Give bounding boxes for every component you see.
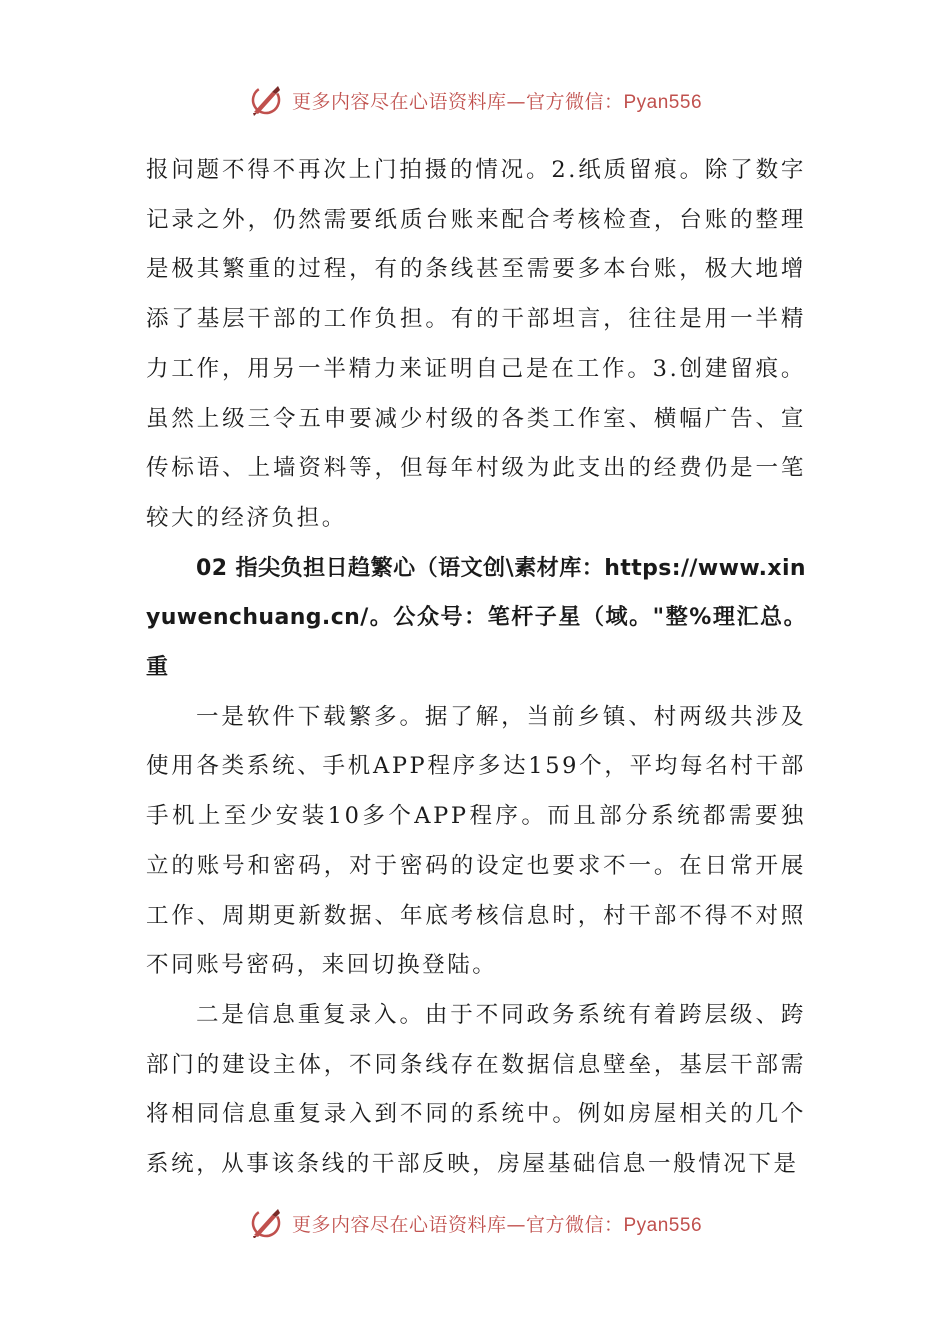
watermark-text-bottom: 更多内容尽在心语资料库—官方微信：Pyan556 [291, 1213, 703, 1236]
document-body [146, 146, 806, 1190]
watermark-handle: Pyan556 [623, 91, 703, 113]
watermark-group [248, 82, 702, 118]
watermark-handle-bottom: Pyan556 [623, 1214, 703, 1236]
watermark-group-bottom [248, 1205, 702, 1238]
header-watermark [0, 80, 950, 120]
watermark-text: 更多内容尽在心语资料库—官方微信：Pyan556 [291, 90, 703, 113]
footer-watermark [0, 1202, 950, 1238]
paragraph-duplicate-entry: 二是信息重复录入。由于不同政务系统有着跨层级、跨部门的建设主体，不同条线存在数据信息壁垒，基层干部需将相同信息重复录入到不同的系统中。例如房屋相关的几个系统，从事该条线的干部反映，房屋基础信息一般情况下是 [146, 1001, 806, 1178]
paragraph-software-downloads: 一是软件下载繁多。据了解，当前乡镇、村两级共涉及使用各类系统、手机APP程序多达159个，平均每名村干部手机上至少安装10多个APP程序。而且部分系统都需要独立的账号和密码，对于密码的设定也要求不一。在日常开展工作、周期更新数据、年底考核信息时，村干部不得不对照不同账号密码，来回切换登陆。 [146, 703, 806, 979]
pen-logo-icon [248, 1205, 284, 1238]
pen-logo-icon [248, 82, 284, 118]
paragraph-continued: 报问题不得不再次上门拍摄的情况。2.纸质留痕。除了数字记录之外，仍然需要纸质台账来配合考核检查，台账的整理是极其繁重的过程，有的条线甚至需要多本台账，极大地增添了基层干部的工作负担。有的干部坦言，往往是用一半精力工作，用另一半精力来证明自己是在工作。3.创建留痕。虽然上级三令五申要减少村级的各类工作室、横幅广告、宣传标语、上墙资料等，但每年村级为此支出的经费仍是一笔较大的经济负担。 [146, 157, 806, 531]
section-heading: 02 指尖负担日趋繁心（语文创\素材库：https://www.xinyuwenchuang.cn/。公众号：笔杆子星（域。"整%理汇总。重 [146, 555, 806, 681]
